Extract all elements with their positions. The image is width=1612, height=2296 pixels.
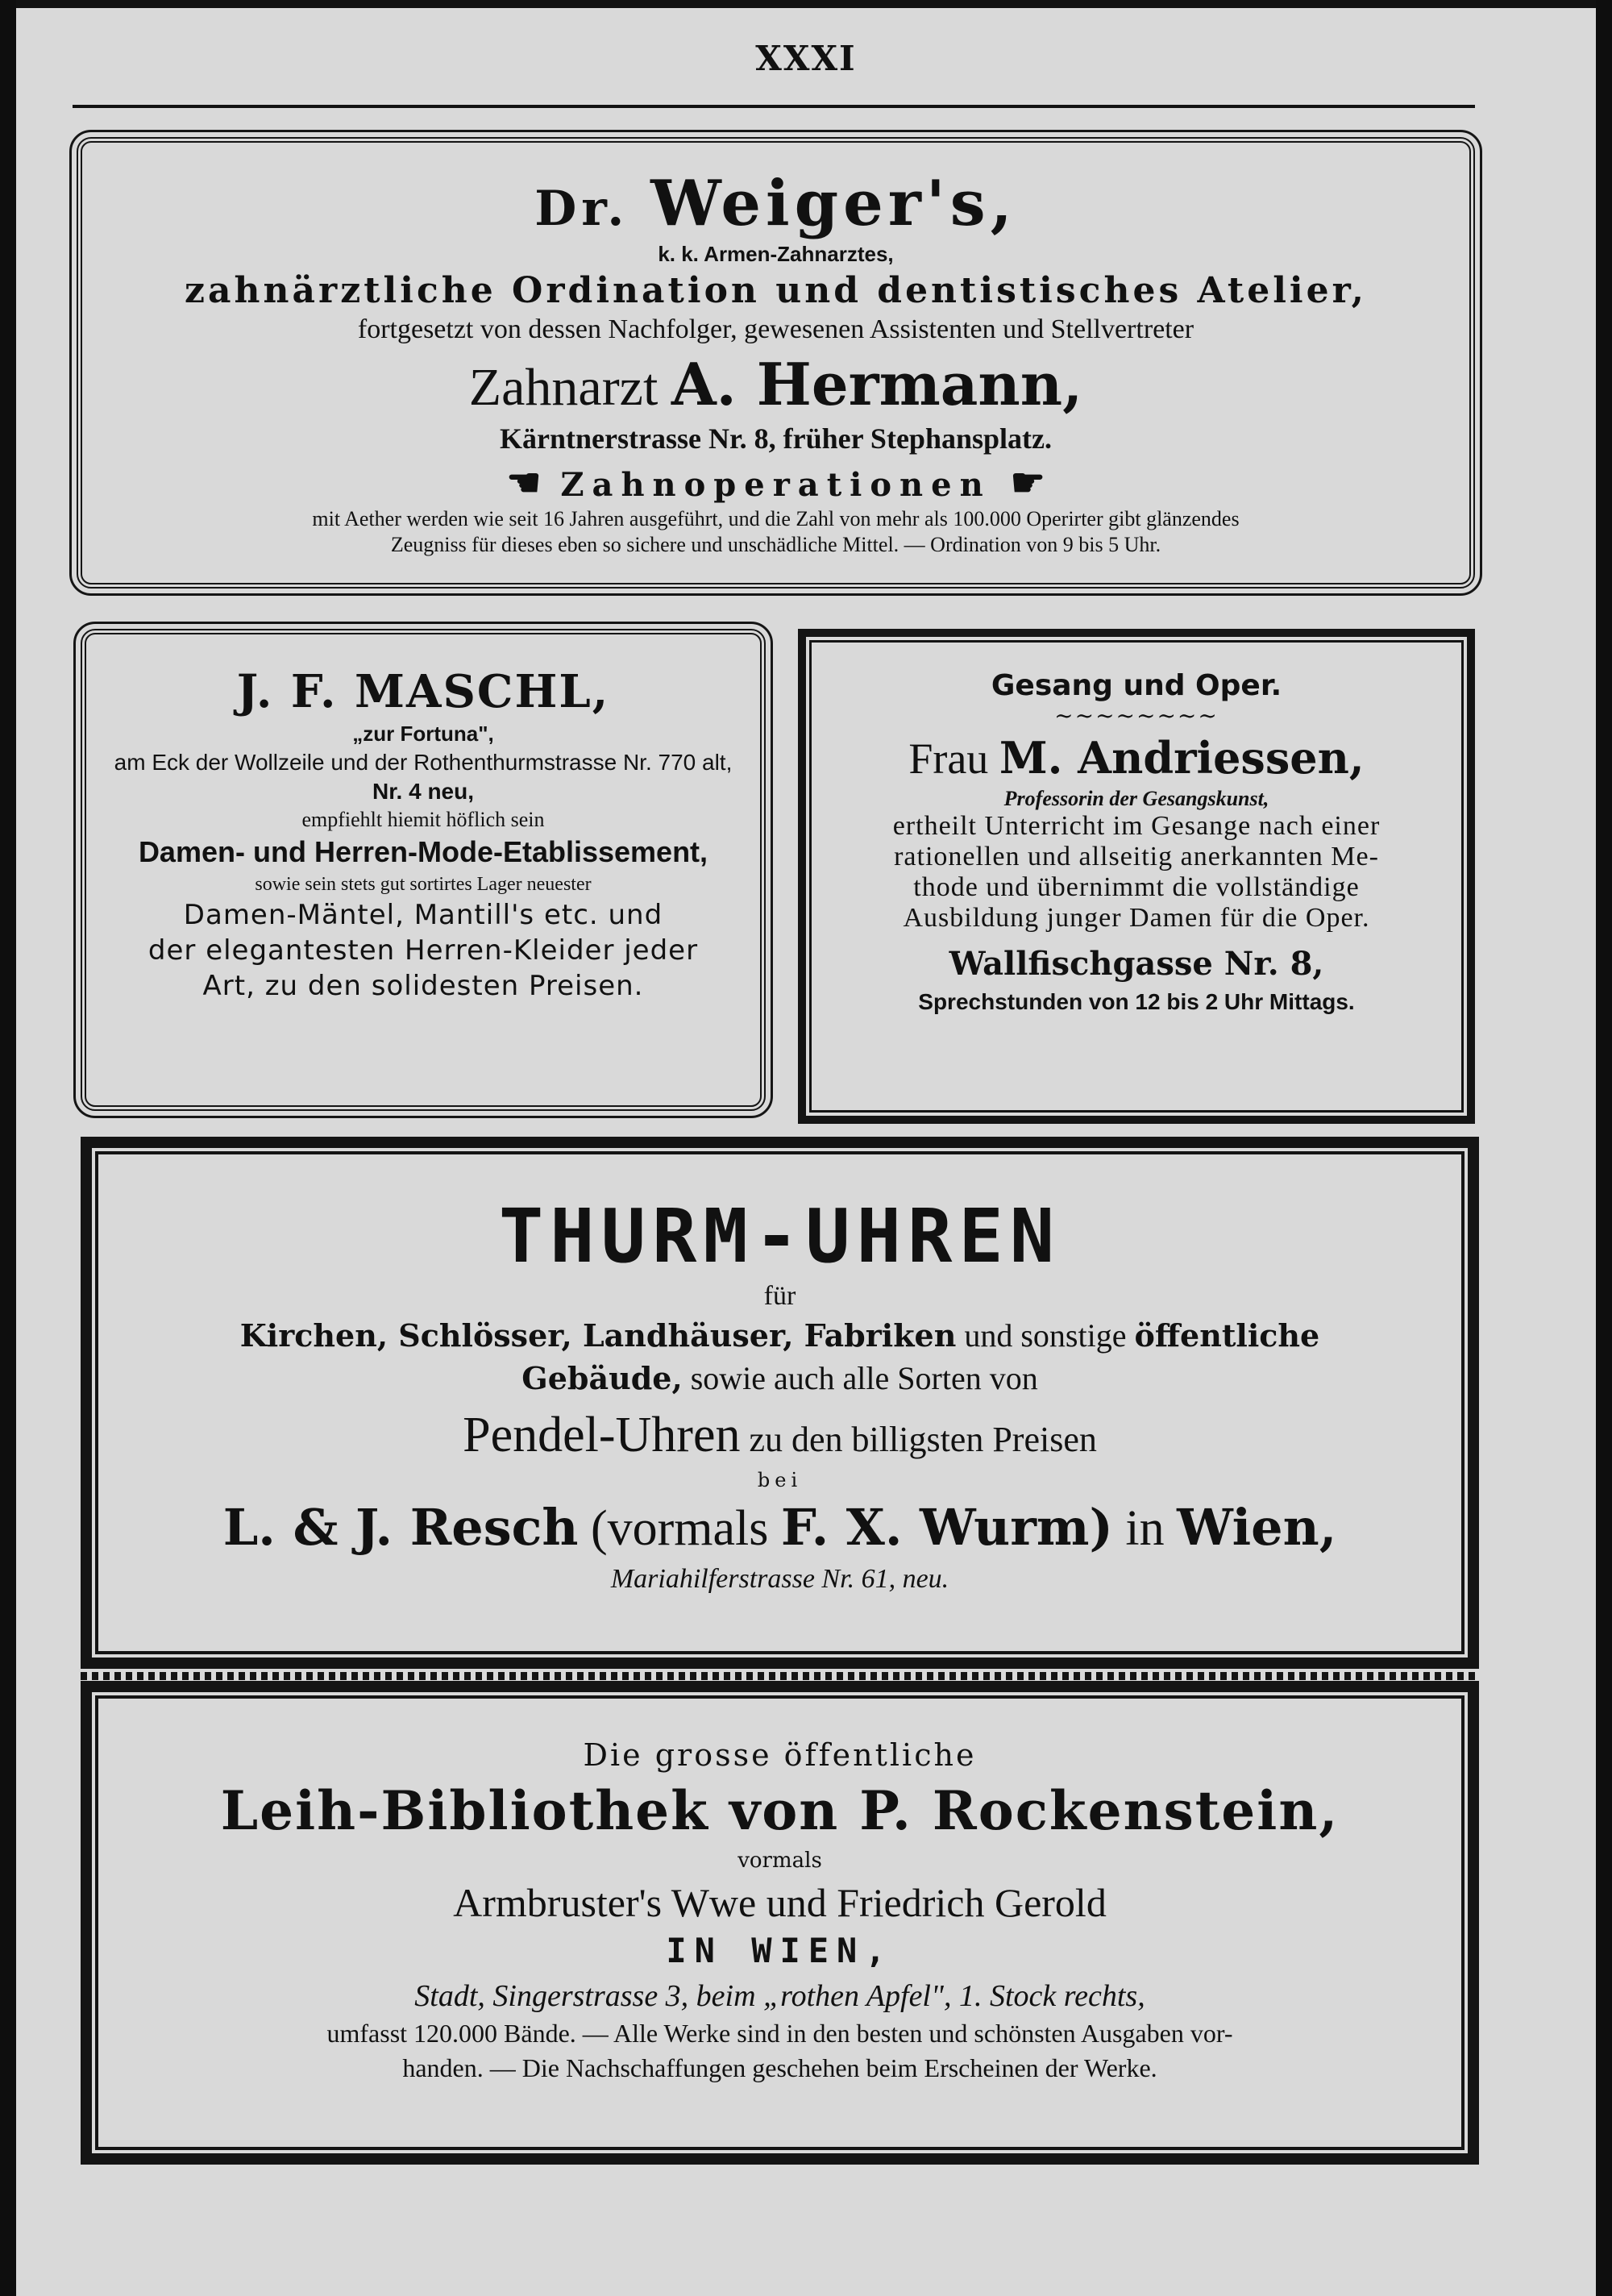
rockenstein-vormals: vormals	[737, 1849, 822, 1873]
maschl-address: am Eck der Wollzeile und der Rothenthurmstrasse Nr. 770 alt,	[114, 750, 733, 775]
resch-line1-bold: Kirchen, Schlösser, Landhäuser, Fabriken	[239, 1317, 957, 1354]
maschl-stock: sowie sein stets gut sortirtes Lager neuester	[255, 874, 592, 895]
resch-line1-bold2: öffentliche	[1134, 1317, 1320, 1354]
ad-andriessen	[798, 629, 1475, 1124]
rockenstein-city: IN WIEN,	[666, 1931, 894, 1970]
page-number: XXXI	[755, 39, 857, 78]
andriessen-line2: rationellen und allseitig anerkannten Me-	[894, 842, 1379, 871]
resch-title: THURM-UHREN	[498, 1193, 1062, 1279]
maschl-title: J. F. MASCHL,	[236, 665, 610, 718]
top-dark-edge	[16, 0, 1596, 8]
resch-bei: bei	[757, 1469, 803, 1491]
rockenstein-text-line1: umfasst 120.000 Bände. — Alle Werke sind in den besten und schönsten Ausgaben vor-	[326, 2019, 1233, 2048]
resch-pendel-rest: zu den billigsten Preisen	[740, 1420, 1097, 1459]
maschl-number: Nr. 4 neu,	[372, 779, 475, 804]
andriessen-title: Professorin der Gesangskunst,	[1003, 787, 1269, 810]
divider-band	[81, 1672, 1479, 1680]
andriessen-heading: Gesang und Oper.	[991, 669, 1282, 702]
resch-firm-city: Wien,	[1177, 1498, 1337, 1557]
resch-line2	[92, 1359, 1468, 1397]
resch-firm-mid: (vormals	[578, 1501, 781, 1556]
maschl-line2: der elegantesten Herren-Kleider jeder	[147, 934, 699, 967]
weiger-operations-text: Zahnoperationen	[560, 466, 991, 504]
weiger-address: Kärntnerstrasse Nr. 8, früher Stephansplatz.	[500, 422, 1052, 455]
hand-right-icon: ☛	[1010, 460, 1045, 505]
resch-pendel-name: Pendel-Uhren	[463, 1408, 741, 1462]
resch-firm-prev: F. X. Wurm)	[780, 1498, 1113, 1557]
weiger-dentist-prefix: Zahnarzt	[468, 358, 659, 417]
header-rule	[73, 105, 1475, 108]
resch-firm-in: in	[1112, 1501, 1178, 1556]
maschl-recommends: empfiehlt hiemit höflich sein	[301, 808, 545, 831]
andriessen-line1: ertheilt Unterricht im Gesange nach einer	[892, 811, 1381, 841]
hand-left-icon: ☚	[506, 460, 542, 505]
maschl-tagline: „zur Fortuna",	[352, 722, 494, 746]
weiger-text-line2: Zeugniss für dieses eben so sichere und unschädliche Mittel. — Ordination von 9 bis 5 Uhr.	[390, 533, 1161, 556]
andriessen-name-bold: M. Andriessen,	[999, 732, 1365, 784]
andriessen-hours: Sprechstunden von 12 bis 2 Uhr Mittags.	[918, 989, 1355, 1014]
resch-line1	[92, 1316, 1468, 1354]
weiger-dentist-name: A. Hermann,	[671, 350, 1083, 418]
resch-firm-name: L. & J. Resch	[222, 1498, 579, 1557]
resch-firm	[92, 1498, 1468, 1558]
maschl-line1: Damen-Mäntel, Mantill's etc. und	[183, 899, 663, 931]
weiger-dentist	[82, 350, 1469, 418]
weiger-title	[82, 167, 1469, 240]
weiger-title-prefix: Dr.	[534, 181, 629, 237]
ad-weiger	[77, 137, 1475, 589]
rockenstein-text-line2: handen. — Die Nachschaffungen geschehen beim Erscheinen der Werke.	[402, 2053, 1157, 2082]
resch-line2-rest: sowie auch alle Sorten von	[682, 1360, 1038, 1396]
andriessen-ornament: ~~~~~~~~	[1054, 702, 1219, 729]
weiger-text-line1: mit Aether werden wie seit 16 Jahren ausgeführt, und die Zahl von mehr als 100.000 Operirter gibt glänzendes	[312, 507, 1240, 530]
weiger-continued: fortgesetzt von dessen Nachfolger, gewesenen Assistenten und Stellvertreter	[357, 314, 1194, 344]
andriessen-name	[806, 732, 1467, 784]
weiger-operations	[82, 460, 1469, 505]
andriessen-address: Wallfischgasse Nr. 8,	[949, 945, 1324, 983]
rockenstein-former: Armbruster's Wwe und Friedrich Gerold	[453, 1880, 1107, 1925]
andriessen-line3: thode und übernimmt die vollständige	[913, 872, 1360, 902]
resch-line2-bold: Gebäude,	[521, 1360, 683, 1396]
andriessen-name-prefix: Frau	[908, 734, 989, 783]
ad-resch	[81, 1137, 1479, 1669]
resch-line1-rest: und sonstige	[956, 1317, 1135, 1354]
maschl-business: Damen- und Herren-Mode-Etablissement,	[138, 835, 708, 868]
resch-address: Mariahilferstrasse Nr. 61, neu.	[610, 1564, 949, 1594]
resch-pendel	[92, 1407, 1468, 1464]
rockenstein-address: Stadt, Singerstrasse 3, beim „rothen Apfel", 1. Stock rechts,	[414, 1979, 1145, 2013]
weiger-subtitle: k. k. Armen-Zahnarztes,	[658, 242, 894, 266]
ad-maschl	[81, 629, 766, 1111]
maschl-line3: Art, zu den solidesten Preisen.	[202, 970, 644, 1002]
page	[16, 0, 1596, 2296]
weiger-title-name: Weiger's,	[650, 167, 1017, 240]
rockenstein-line1: Die grosse öffentliche	[583, 1737, 977, 1773]
ad-rockenstein	[81, 1681, 1479, 2165]
weiger-practice: zahnärztliche Ordination und dentistisches Atelier,	[185, 270, 1367, 311]
rockenstein-title: Leih-Bibliothek von P. Rockenstein,	[220, 1779, 1340, 1842]
resch-fuer: für	[763, 1281, 796, 1311]
andriessen-line4: Ausbildung junger Damen für die Oper.	[903, 903, 1370, 933]
